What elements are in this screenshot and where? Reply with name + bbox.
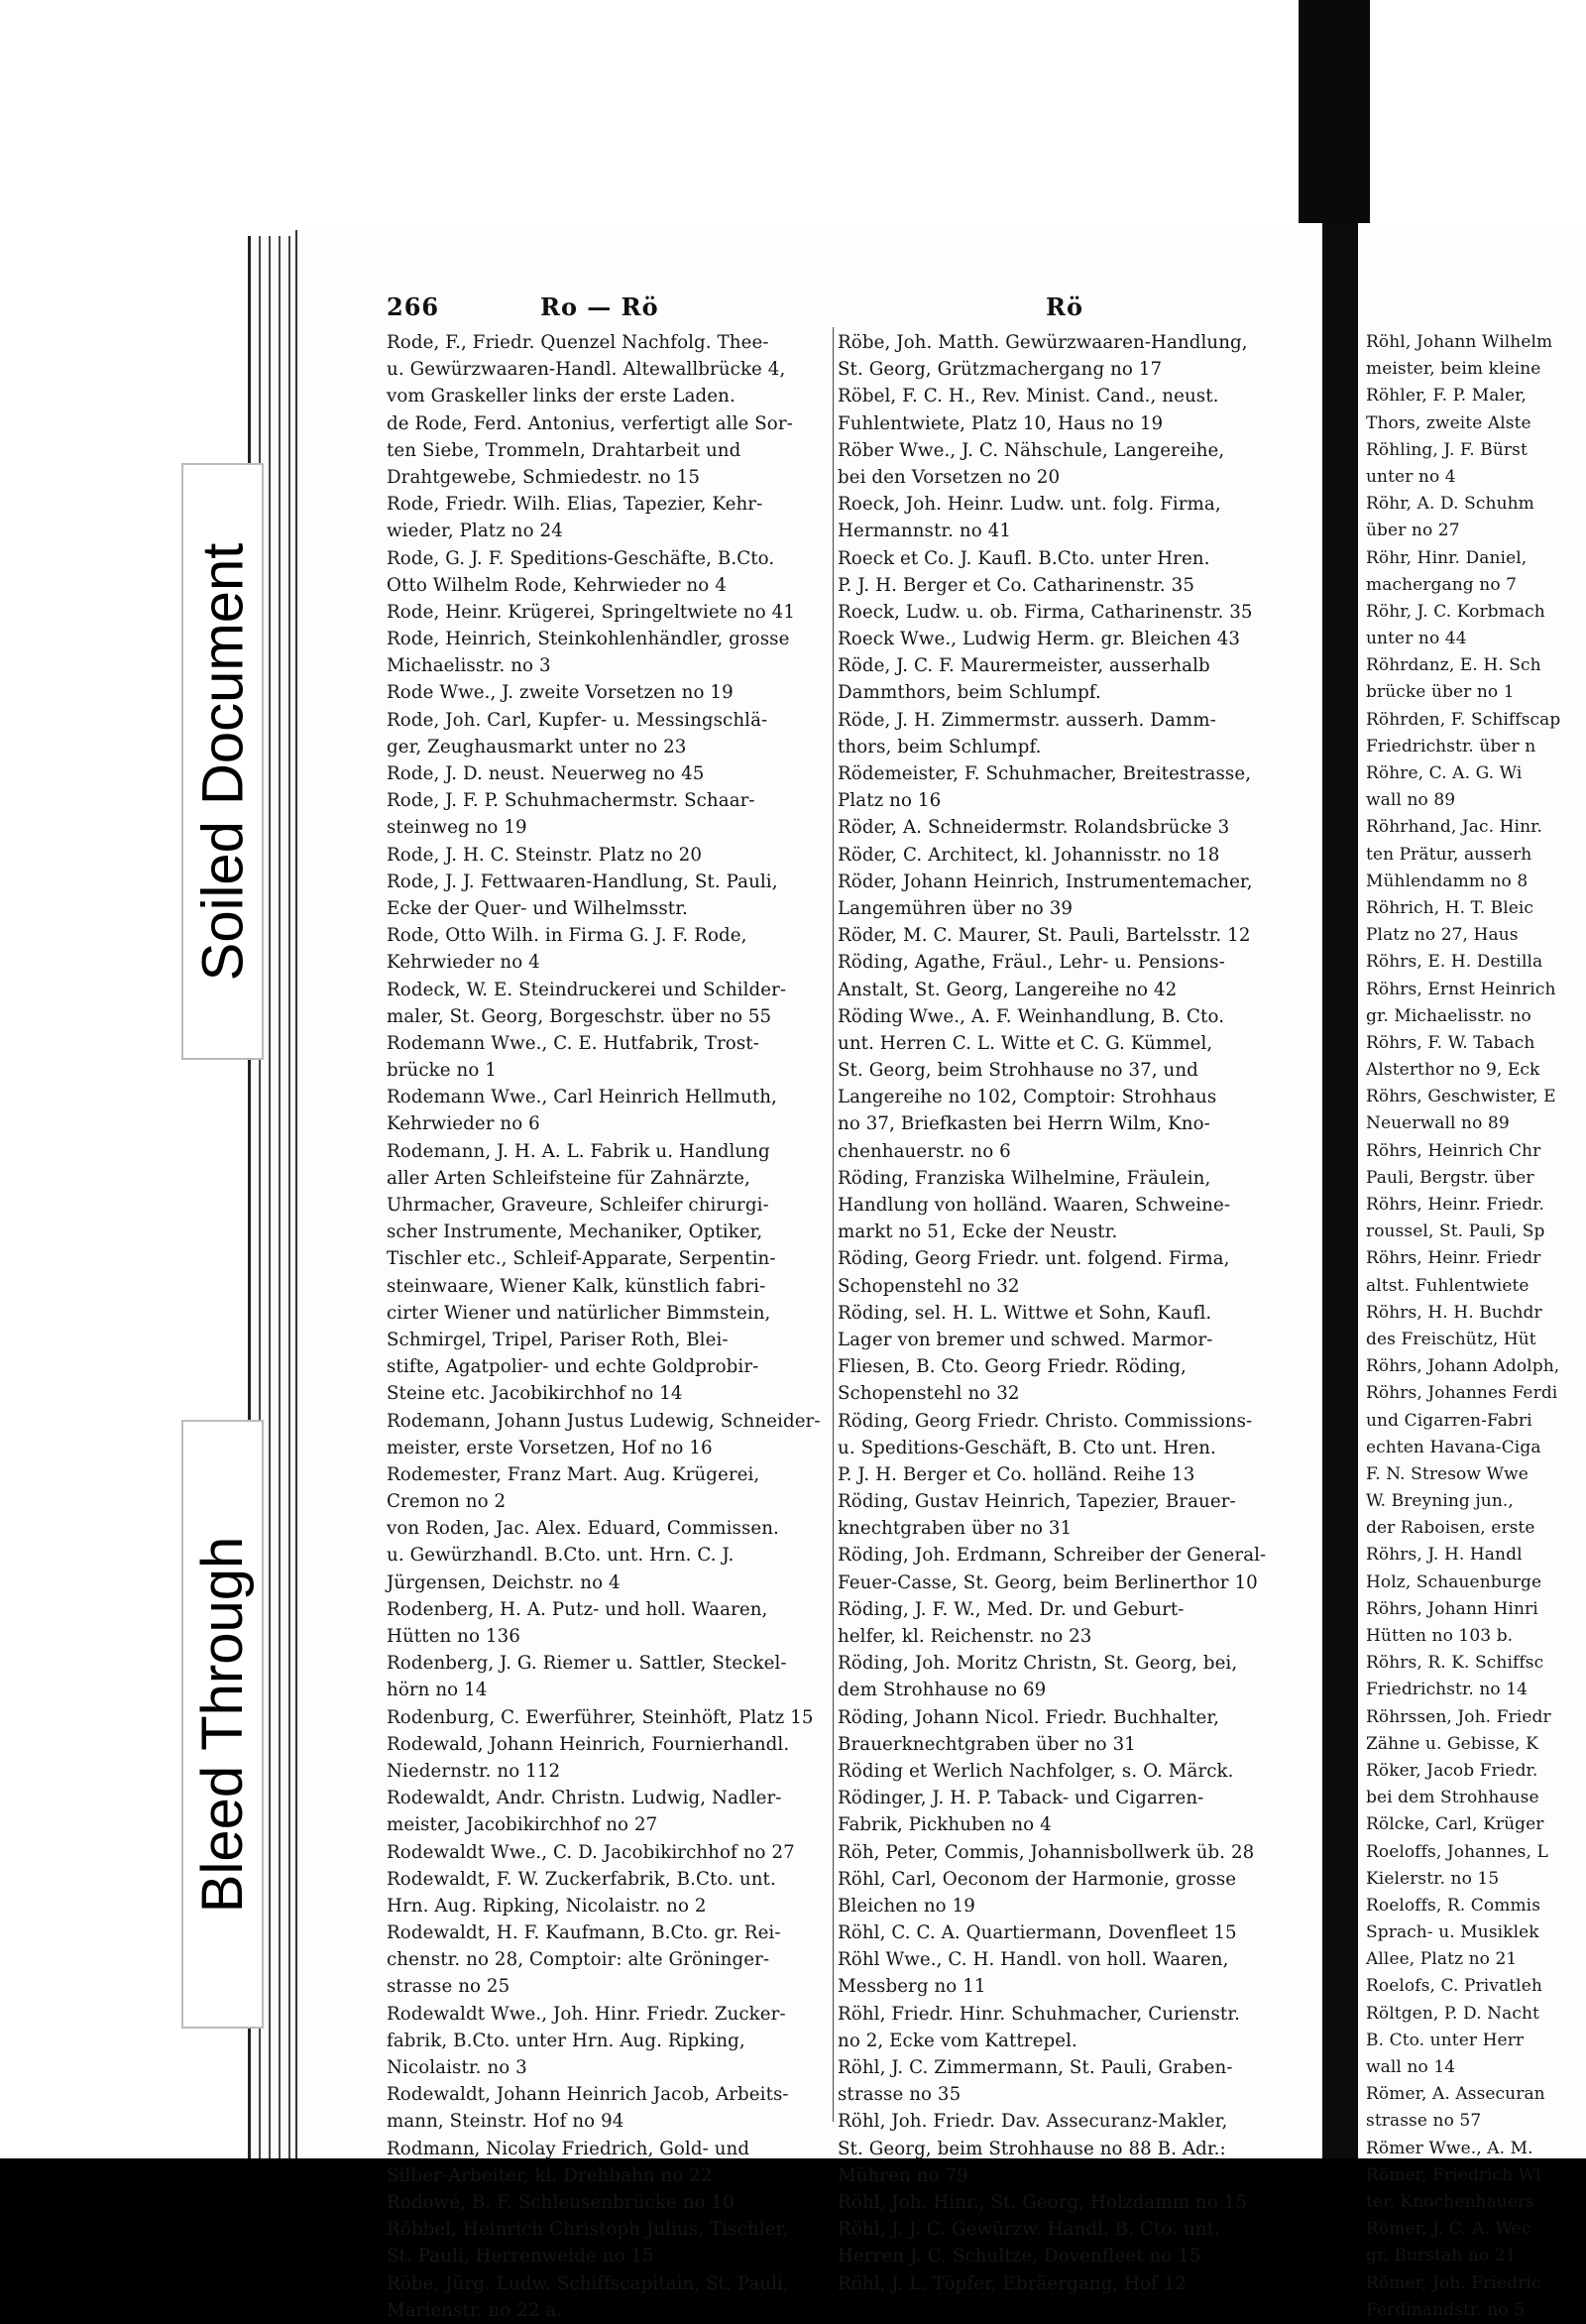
directory-entry-line: Römer, Joh. Friedric — [1366, 2272, 1541, 2293]
directory-entry-line: St. Georg, beim Strohhause no 88 B. Adr.: — [838, 2138, 1226, 2159]
directory-entry-line: Kehrwieder no 4 — [387, 952, 540, 974]
directory-entry-line: Hütten no 136 — [387, 1626, 520, 1647]
directory-entry-line: steinweg no 19 — [387, 817, 527, 839]
directory-entry-line: Michaelisstr. no 3 — [387, 655, 551, 677]
directory-entry-line: Tischler etc., Schleif-Apparate, Serpentin- — [387, 1248, 776, 1270]
directory-entry-line: Röhling, J. F. Bürst — [1366, 439, 1528, 460]
directory-entry-line: St. Pauli, Herrenweide no 15 — [387, 2246, 654, 2267]
directory-entry-line: Röhrs, H. H. Buchdr — [1366, 1302, 1542, 1323]
directory-entry-line: bei den Vorsetzen no 20 — [838, 466, 1061, 488]
directory-entry-line: Rodmann, Nicolay Friedrich, Gold- und — [387, 2138, 750, 2159]
directory-entry-line: meister, beim kleine — [1366, 359, 1541, 380]
directory-entry-line: Röhr, A. D. Schuhm — [1366, 494, 1534, 515]
directory-entry-line: Rode, Otto Wilh. in Firma G. J. F. Rode, — [387, 925, 747, 947]
directory-entry-line: chenhauerstr. no 6 — [838, 1140, 1011, 1162]
directory-entry-line: Röhrs, Heinr. Friedr. — [1366, 1195, 1545, 1215]
directory-entry-line: machergang no 7 — [1366, 574, 1518, 595]
directory-entry-line: Zähne u. Gebisse, K — [1366, 1733, 1538, 1754]
directory-entry-line: Fliesen, B. Cto. Georg Friedr. Röding, — [838, 1356, 1187, 1378]
directory-entry-line: Roeloffs, R. Commis — [1366, 1895, 1541, 1916]
directory-entry-line: Röder, M. C. Maurer, St. Pauli, Bartelsstr. 12 — [838, 925, 1251, 947]
directory-entry-line: stifte, Agatpolier- und echte Goldprobir- — [387, 1356, 759, 1378]
directory-entry-line: Hrn. Aug. Ripking, Nicolaistr. no 2 — [387, 1895, 707, 1917]
directory-entry-line: Röbe, Joh. Matth. Gewürzwaaren-Handlung, — [838, 332, 1248, 353]
directory-entry-line: meister, erste Vorsetzen, Hof no 16 — [387, 1437, 713, 1458]
directory-entry-line: brücke no 1 — [387, 1060, 497, 1082]
directory-entry-line: Röhr, Hinr. Daniel, — [1366, 547, 1528, 568]
directory-entry-line: Röding, Georg Friedr. unt. folgend. Firma, — [838, 1248, 1230, 1270]
directory-entry-line: knechtgraben über no 31 — [838, 1518, 1073, 1540]
directory-entry-line: Römer Wwe., A. M. — [1366, 2138, 1533, 2158]
directory-entry-line: Neuerwall no 89 — [1366, 1113, 1510, 1134]
directory-entry-line: Röhrs, Heinr. Friedr — [1366, 1248, 1541, 1269]
directory-entry-line: Röde, J. H. Zimmermstr. ausserh. Damm- — [838, 709, 1216, 731]
directory-entry-line: fabrik, B.Cto. unter Hrn. Aug. Ripking, — [387, 2030, 745, 2051]
directory-entry-line: no 2, Ecke vom Kattrepel. — [838, 2030, 1077, 2051]
directory-entry-line: Römer, Friedrich Wi — [1366, 2164, 1541, 2185]
directory-entry-line: Cremon no 2 — [387, 1491, 507, 1513]
directory-entry-line: steinwaare, Wiener Kalk, künstlich fabri- — [387, 1275, 766, 1297]
directory-entry-line: Roeck, Joh. Heinr. Ludw. unt. folg. Firma, — [838, 494, 1221, 516]
directory-column-left — [387, 329, 831, 2324]
directory-entry-line: Rölcke, Carl, Krüger — [1366, 1814, 1544, 1835]
directory-entry-line: gr. Burstah no 21 — [1366, 2246, 1517, 2266]
directory-entry-line: Röder, Johann Heinrich, Instrumentemacher, — [838, 871, 1253, 892]
directory-entry-line: Rodewaldt, Johann Heinrich Jacob, Arbeits- — [387, 2084, 789, 2106]
directory-entry-line: Friedrichstr. no 14 — [1366, 1680, 1529, 1700]
directory-entry-line: echten Havana-Ciga — [1366, 1437, 1541, 1457]
directory-entry-line: Roelofs, C. Privatleh — [1366, 1976, 1542, 1997]
directory-entry-line: Röhrden, F. Schiffscap — [1366, 709, 1561, 730]
directory-entry-line: Röh, Peter, Commis, Johannisbollwerk üb. 28 — [838, 1841, 1255, 1863]
directory-entry-line: St. Georg, Grützmachergang no 17 — [838, 359, 1163, 381]
directory-entry-line: meister, Jacobikirchhof no 27 — [387, 1814, 658, 1836]
directory-entry-line: Rodemann Wwe., Carl Heinrich Hellmuth, — [387, 1087, 777, 1108]
directory-entry-line: ten Prätur, ausserh — [1366, 844, 1532, 865]
directory-entry-line: Röding Wwe., A. F. Weinhandlung, B. Cto. — [838, 1005, 1225, 1027]
directory-entry-line: Röhr, J. C. Korbmach — [1366, 601, 1545, 622]
directory-entry-line: Rodenburg, C. Ewerführer, Steinhöft, Platz 15 — [387, 1706, 814, 1728]
directory-entry-line: strasse no 35 — [838, 2084, 962, 2106]
directory-entry-line: Schmirgel, Tripel, Pariser Roth, Blei- — [387, 1329, 729, 1350]
directory-entry-line: Röhre, C. A. G. Wi — [1366, 763, 1523, 783]
directory-entry-line: Schopenstehl no 32 — [838, 1275, 1020, 1297]
directory-entry-line: Rodeck, W. E. Steindruckerei und Schilder- — [387, 979, 787, 1000]
directory-entry-line: Röber Wwe., J. C. Nähschule, Langereihe, — [838, 439, 1225, 461]
directory-entry-line: Röhl, J. L. Töpfer, Ebräergang, Hof 12 — [838, 2272, 1188, 2294]
directory-entry-line: mann, Steinstr. Hof no 94 — [387, 2111, 624, 2133]
directory-entry-line: von Roden, Jac. Alex. Eduard, Commissen. — [387, 1518, 779, 1540]
directory-entry-line: Röhl, Friedr. Hinr. Schuhmacher, Curienstr. — [838, 2003, 1241, 2025]
directory-entry-line: Rödinger, J. H. P. Taback- und Cigarren- — [838, 1788, 1204, 1809]
directory-entry-line: Sprach- u. Musiklek — [1366, 1922, 1539, 1943]
directory-entry-line: wall no 89 — [1366, 790, 1456, 811]
directory-entry-line: Röding, Georg Friedr. Christo. Commissions- — [838, 1410, 1253, 1432]
directory-entry-line: Rodenberg, J. G. Riemer u. Sattler, Steckel- — [387, 1653, 787, 1675]
directory-entry-line: Platz no 16 — [838, 790, 942, 812]
directory-entry-line: Rode, J. H. C. Steinstr. Platz no 20 — [387, 844, 703, 866]
directory-entry-line: Rode Wwe., J. zweite Vorsetzen no 19 — [387, 682, 734, 704]
soiled-document-stamp — [181, 463, 264, 1060]
bleed-through-label: Bleed Through — [190, 1536, 255, 1913]
directory-entry-line: Röhrs, Johann Hinri — [1366, 1598, 1538, 1619]
directory-entry-line: dem Strohhause no 69 — [838, 1680, 1047, 1701]
directory-entry-line: Kehrwieder no 6 — [387, 1113, 540, 1135]
directory-entry-line: Langereihe no 102, Comptoir: Strohhaus — [838, 1087, 1217, 1108]
directory-entry-line: Rodewaldt, Andr. Christn. Ludwig, Nadler- — [387, 1788, 782, 1809]
directory-entry-line: Ferdinandstr. no 5 — [1366, 2299, 1526, 2320]
directory-entry-line: Hütten no 103 b. — [1366, 1626, 1514, 1646]
directory-entry-line: Rodemann Wwe., C. E. Hutfabrik, Trost- — [387, 1032, 759, 1054]
directory-entry-line: Röhler, F. P. Maler, — [1366, 386, 1528, 407]
directory-entry-line: Röhrs, Geschwister, E — [1366, 1087, 1556, 1107]
directory-entry-line: Röhl, J. C. Zimmermann, St. Pauli, Graben- — [838, 2057, 1233, 2078]
directory-entry-line: Röding, Joh. Erdmann, Schreiber der General- — [838, 1545, 1267, 1567]
directory-entry-line: Röding, Gustav Heinrich, Tapezier, Brauer- — [838, 1491, 1236, 1513]
directory-entry-line: bei dem Strohhause — [1366, 1788, 1539, 1808]
directory-entry-line: Röhrssen, Joh. Friedr — [1366, 1706, 1551, 1727]
directory-entry-line: Rödemeister, F. Schuhmacher, Breitestrasse, — [838, 763, 1252, 784]
directory-entry-line: Friedrichstr. über n — [1366, 736, 1536, 756]
directory-entry-line: Röker, Jacob Friedr. — [1366, 1760, 1538, 1781]
directory-entry-line: strasse no 25 — [387, 1976, 510, 1998]
directory-entry-line: Holz, Schauenburge — [1366, 1571, 1542, 1592]
directory-entry-line: Marienstr. no 22 a. — [387, 2299, 563, 2321]
directory-entry-line: wieder, Platz no 24 — [387, 521, 563, 542]
directory-entry-line: Handlung von holländ. Waaren, Schweine- — [838, 1195, 1231, 1216]
directory-entry-line: cirter Wiener und natürlicher Bimmstein, — [387, 1302, 771, 1324]
directory-entry-line: u. Speditions-Geschäft, B. Cto unt. Hren. — [838, 1437, 1216, 1458]
directory-entry-line: Schopenstehl no 32 — [838, 1383, 1020, 1405]
directory-entry-line: Allee, Platz no 21 — [1366, 1949, 1518, 1970]
directory-entry-line: Röhrs, J. H. Handl — [1366, 1545, 1523, 1566]
directory-entry-line: B. Cto. unter Herr — [1366, 2030, 1525, 2050]
book-gutter — [1322, 223, 1358, 2158]
directory-entry-line: Otto Wilhelm Rode, Kehrwieder no 4 — [387, 574, 727, 596]
soiled-document-label: Soiled Document — [190, 542, 255, 981]
directory-entry-line: Roeck et Co. J. Kaufl. B.Cto. unter Hren. — [838, 547, 1210, 569]
directory-entry-line: vom Graskeller links der erste Laden. — [387, 386, 736, 407]
directory-entry-line: des Freischütz, Hüt — [1366, 1329, 1536, 1349]
directory-entry-line: Röhl, Johann Wilhelm — [1366, 332, 1553, 352]
directory-entry-line: Rode, J. D. neust. Neuerweg no 45 — [387, 763, 705, 784]
directory-entry-line: u. Gewürzwaaren-Handl. Altewallbrücke 4, — [387, 359, 786, 381]
directory-entry-line: Brauerknechtgraben über no 31 — [838, 1733, 1136, 1755]
directory-entry-line: ter, Knochenhauers — [1366, 2191, 1535, 2212]
directory-entry-line: Rodewaldt Wwe., C. D. Jacobikirchhof no 27 — [387, 1841, 795, 1863]
directory-entry-line: Mühlendamm no 8 — [1366, 871, 1529, 891]
directory-entry-line: Röding, Agathe, Fräul., Lehr- u. Pensions- — [838, 952, 1225, 974]
directory-entry-line: Röhrs, Heinrich Chr — [1366, 1140, 1541, 1161]
directory-entry-line: Hermannstr. no 41 — [838, 521, 1012, 542]
directory-entry-line: Röder, C. Architect, kl. Johannisstr. no 18 — [838, 844, 1220, 866]
directory-entry-line: Röbbel, Heinrich Christoph Julius, Tischler, — [387, 2219, 789, 2241]
directory-entry-line: über no 27 — [1366, 521, 1460, 541]
directory-entry-line: der Raboisen, erste — [1366, 1518, 1535, 1539]
directory-entry-line: Röhl, Joh. Friedr. Dav. Assecuranz-Makler, — [838, 2111, 1228, 2133]
directory-entry-line: Röde, J. C. F. Maurermeister, ausserhalb — [838, 655, 1210, 677]
directory-entry-line: Röhl Wwe., C. H. Handl. von holl. Waaren, — [838, 1949, 1229, 1971]
directory-entry-line: Röltgen, P. D. Nacht — [1366, 2003, 1539, 2024]
directory-entry-line: Röhrs, Ernst Heinrich — [1366, 979, 1556, 999]
directory-entry-line: Röhl, C. C. A. Quartiermann, Dovenfleet 15 — [838, 1922, 1237, 1944]
directory-entry-line: de Rode, Ferd. Antonius, verfertigt alle Sor- — [387, 412, 793, 434]
directory-entry-line: chenstr. no 28, Comptoir: alte Gröninger- — [387, 1949, 770, 1971]
directory-entry-line: Rode, Joh. Carl, Kupfer- u. Messingschlä- — [387, 709, 768, 731]
directory-entry-line: u. Gewürzhandl. B.Cto. unt. Hrn. C. J. — [387, 1545, 735, 1567]
directory-entry-line: Thors, zweite Alste — [1366, 412, 1531, 433]
directory-entry-line: Rodewaldt, H. F. Kaufmann, B.Cto. gr. Rei- — [387, 1922, 781, 1944]
directory-entry-line: Lager von bremer und schwed. Marmor- — [838, 1329, 1213, 1350]
directory-column-facing-page — [1366, 329, 1586, 2324]
directory-entry-line: Silber-Arbeiter, kl. Drehbahn no 22 — [387, 2164, 713, 2186]
directory-entry-line: Platz no 27, Haus — [1366, 925, 1519, 946]
directory-entry-line: Ecke der Quer- und Wilhelmsstr. — [387, 897, 688, 919]
directory-entry-line: gr. Michaelisstr. no — [1366, 1005, 1531, 1026]
directory-entry-line: Rodemann, Johann Justus Ludewig, Schneider- — [387, 1410, 821, 1432]
directory-entry-line: Römer, A. Assecuran — [1366, 2084, 1545, 2105]
bleed-through-stamp — [181, 1420, 264, 2029]
directory-entry-line: Rodemester, Franz Mart. Aug. Krügerei, — [387, 1463, 760, 1485]
directory-entry-line: Jürgensen, Deichstr. no 4 — [387, 1571, 621, 1593]
directory-entry-line: Röding, J. F. W., Med. Dr. und Geburt- — [838, 1598, 1185, 1620]
directory-entry-line: Röhrs, Johann Adolph, — [1366, 1356, 1560, 1377]
directory-entry-line: Röder, A. Schneidermstr. Rolandsbrücke 3 — [838, 817, 1230, 839]
directory-entry-line: Röhrs, Johannes Ferdi — [1366, 1383, 1558, 1404]
directory-entry-line: aller Arten Schleifsteine für Zahnärzte, — [387, 1167, 750, 1189]
directory-entry-line: Mühren no 79 — [838, 2164, 968, 2186]
directory-entry-line: Drahtgewebe, Schmiedestr. no 15 — [387, 466, 701, 488]
directory-entry-line: Uhrmacher, Graveure, Schleifer chirurgi- — [387, 1195, 769, 1216]
directory-entry-line: Nicolaistr. no 3 — [387, 2057, 527, 2078]
directory-entry-line: Anstalt, St. Georg, Langereihe no 42 — [838, 979, 1178, 1000]
directory-entry-line: W. Breyning jun., — [1366, 1491, 1514, 1512]
directory-entry-line: Rode, Heinrich, Steinkohlenhändler, grosse — [387, 629, 790, 650]
directory-entry-line: Röding et Werlich Nachfolger, s. O. Märck. — [838, 1760, 1234, 1782]
directory-entry-line: Fabrik, Pickhuben no 4 — [838, 1814, 1052, 1836]
directory-entry-line: roussel, St. Pauli, Sp — [1366, 1221, 1545, 1242]
directory-entry-line: altst. Fuhlentwiete — [1366, 1275, 1529, 1296]
directory-entry-line: Alsterthor no 9, Eck — [1366, 1060, 1540, 1081]
directory-entry-line: strasse no 57 — [1366, 2111, 1482, 2132]
directory-entry-line: Rodowé, B. F. Schleusenbrücke no 10 — [387, 2191, 735, 2213]
directory-entry-line: unt. Herren C. L. Witte et C. G. Kümmel, — [838, 1032, 1213, 1054]
directory-entry-line: St. Georg, beim Strohhause no 37, und — [838, 1060, 1198, 1082]
directory-entry-line: Rodewaldt Wwe., Joh. Hinr. Friedr. Zucker- — [387, 2003, 786, 2025]
directory-entry-line: hörn no 14 — [387, 1680, 488, 1701]
directory-entry-line: ten Siebe, Trommeln, Drahtarbeit und — [387, 439, 741, 461]
directory-entry-line: Röhl, Joh. Hinr., St. Georg, Holzdamm no 15 — [838, 2191, 1248, 2213]
directory-entry-line: Rodewaldt, F. W. Zuckerfabrik, B.Cto. unt. — [387, 1868, 776, 1890]
directory-entry-line: wall no 14 — [1366, 2057, 1456, 2077]
directory-entry-line: brücke über no 1 — [1366, 682, 1515, 703]
directory-entry-line: Rode, F., Friedr. Quenzel Nachfolg. Thee- — [387, 332, 769, 353]
directory-entry-line: P. J. H. Berger et Co. holländ. Reihe 13 — [838, 1463, 1195, 1485]
directory-entry-line: Röding, Johann Nicol. Friedr. Buchhalter, — [838, 1706, 1220, 1728]
directory-entry-line: no 37, Briefkasten bei Herrn Wilm, Kno- — [838, 1113, 1210, 1135]
directory-entry-line: P. J. H. Berger et Co. Catharinenstr. 35 — [838, 574, 1195, 596]
directory-entry-line: Röding, Joh. Moritz Christn, St. Georg, bei, — [838, 1653, 1238, 1675]
directory-entry-line: Röbel, F. C. H., Rev. Minist. Cand., neust. — [838, 386, 1219, 407]
directory-entry-line: scher Instrumente, Mechaniker, Optiker, — [387, 1221, 763, 1243]
directory-entry-line: Röhrdanz, E. H. Sch — [1366, 655, 1541, 676]
directory-entry-line: Rodenberg, H. A. Putz- und holl. Waaren, — [387, 1598, 768, 1620]
directory-entry-line: Roeck Wwe., Ludwig Herm. gr. Bleichen 43 — [838, 629, 1241, 650]
directory-entry-line: unter no 44 — [1366, 629, 1467, 649]
directory-column-right — [838, 329, 1303, 2297]
directory-entry-line: Rode, J. J. Fettwaaren-Handlung, St. Pauli, — [387, 871, 778, 892]
directory-entry-line: thors, beim Schlumpf. — [838, 736, 1042, 757]
directory-entry-line: Bleichen no 19 — [838, 1895, 975, 1917]
page-header-right: Rö — [1046, 292, 1083, 321]
directory-entry-line: Röhrs, F. W. Tabach — [1366, 1032, 1535, 1053]
directory-entry-line: Rodemann, J. H. A. L. Fabrik u. Handlung — [387, 1140, 770, 1162]
directory-entry-line: Römer, J. C. A. Wec — [1366, 2219, 1531, 2240]
directory-entry-line: helfer, kl. Reichenstr. no 23 — [838, 1626, 1092, 1647]
directory-entry-line: Fuhlentwiete, Platz 10, Haus no 19 — [838, 412, 1164, 434]
directory-entry-line: markt no 51, Ecke der Neustr. — [838, 1221, 1118, 1243]
directory-entry-line: Röhl, Carl, Oeconom der Harmonie, grosse — [838, 1868, 1237, 1890]
directory-entry-line: Rode, Heinr. Krügerei, Springeltwiete no 41 — [387, 601, 796, 623]
directory-entry-line: Roeck, Ludw. u. ob. Firma, Catharinenstr. 35 — [838, 601, 1253, 623]
column-divider — [833, 327, 834, 2122]
directory-entry-line: Dammthors, beim Schlumpf. — [838, 682, 1101, 704]
binding-strip — [1299, 0, 1370, 223]
directory-entry-line: Roeloffs, Johannes, L — [1366, 1841, 1548, 1862]
directory-entry-line: maler, St. Georg, Borgeschstr. über no 55 — [387, 1005, 772, 1027]
directory-entry-line: ger, Zeughausmarkt unter no 23 — [387, 736, 687, 757]
directory-entry-line: Röhrich, H. T. Bleic — [1366, 897, 1534, 918]
directory-entry-line: Rodewald, Johann Heinrich, Fournierhandl. — [387, 1733, 790, 1755]
directory-entry-line: Steine etc. Jacobikirchhof no 14 — [387, 1383, 683, 1405]
directory-entry-line: Pauli, Bergstr. über — [1366, 1167, 1534, 1188]
page-number: 266 — [387, 292, 440, 321]
directory-entry-line: Langemühren über no 39 — [838, 897, 1074, 919]
page-header-left: Ro — Rö — [540, 292, 659, 321]
directory-entry-line: Messberg no 11 — [838, 1976, 986, 1998]
directory-entry-line: und Cigarren-Fabri — [1366, 1410, 1532, 1431]
directory-entry-line: Herren J. C. Schultze, Dovenfleet no 15 — [838, 2246, 1201, 2267]
directory-entry-line: Röhrs, R. K. Schiffsc — [1366, 1653, 1544, 1674]
directory-entry-line: Röding, sel. H. L. Wittwe et Sohn, Kaufl. — [838, 1302, 1212, 1324]
directory-entry-line: Rode, Friedr. Wilh. Elias, Tapezier, Kehr- — [387, 494, 763, 516]
directory-entry-line: Röhl, J. J. C. Gewürzw. Handl. B. Cto. unt. — [838, 2219, 1220, 2241]
directory-entry-line: Kielerstr. no 15 — [1366, 1868, 1500, 1889]
directory-entry-line: Rode, G. J. F. Speditions-Geschäfte, B.Cto. — [387, 547, 775, 569]
directory-entry-line: Rode, J. F. P. Schuhmachermstr. Schaar- — [387, 790, 755, 812]
directory-entry-line: Feuer-Casse, St. Georg, beim Berlinerthor 10 — [838, 1571, 1258, 1593]
directory-entry-line: Röhrs, E. H. Destilla — [1366, 952, 1543, 973]
directory-entry-line: unter no 4 — [1366, 466, 1456, 487]
directory-entry-line: Röhrhand, Jac. Hinr. — [1366, 817, 1542, 838]
directory-entry-line: Röbe, Jürg. Ludw. Schiffscapitain, St. Pauli, — [387, 2272, 789, 2294]
directory-entry-line: Röding, Franziska Wilhelmine, Fräulein, — [838, 1167, 1211, 1189]
directory-entry-line: F. N. Stresow Wwe — [1366, 1463, 1529, 1484]
directory-entry-line: Niedernstr. no 112 — [387, 1760, 561, 1782]
